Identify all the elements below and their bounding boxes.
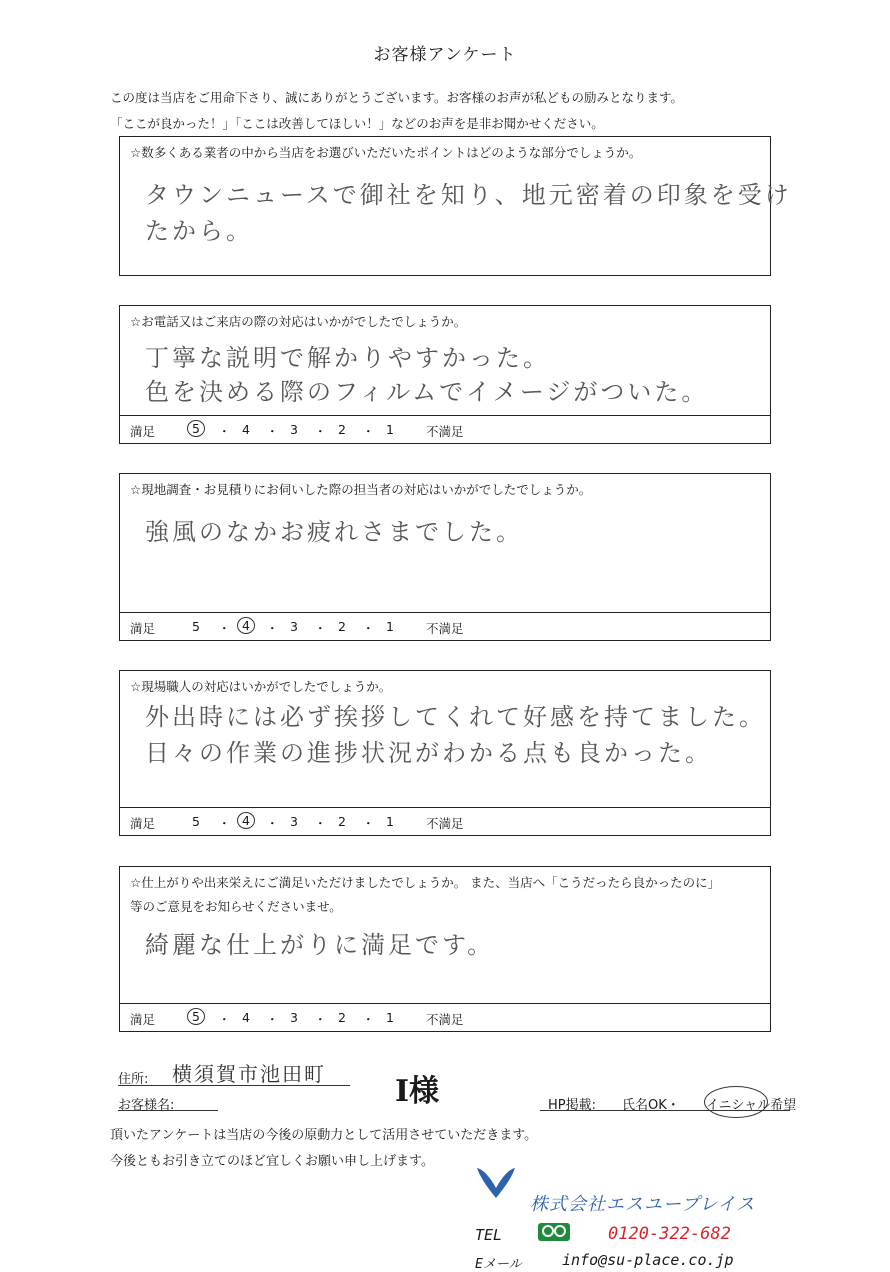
question-box-1 (119, 136, 792, 276)
rating-option-2: 2 (338, 422, 346, 437)
hp-initial-circle (704, 1086, 768, 1118)
rating-option-1: 1 (386, 814, 394, 829)
question-box-3 (119, 473, 771, 641)
rating-sep: ・ (314, 1012, 327, 1027)
rating-low-label: 不満足 (426, 621, 464, 636)
rating-sep: ・ (314, 621, 327, 636)
question-text-line2: 等のご意見をお知らせくださいませ。 (130, 899, 342, 914)
rating-sep: ・ (266, 424, 279, 439)
question-text: ☆数多くある業者の中から当店をお選びいただいたポイントはどのような部分でしょうか。 (130, 145, 642, 160)
rating-option-2: 2 (338, 814, 346, 829)
thanks-line-1: 頂いたアンケートは当店の今後の原動力として活用させていただきます。 (110, 1128, 538, 1143)
address-label: 住所: (118, 1072, 149, 1087)
rating-scale (120, 1003, 770, 1031)
hp-label: HP掲載: (548, 1098, 596, 1113)
handwritten-answer-line: タウンニュースで御社を知り、地元密着の印象を受け (145, 181, 792, 209)
customer-name-underline (118, 1110, 218, 1111)
question-text: ☆お電話又はご来店の際の対応はいかがでしたでしょうか。 (130, 314, 467, 329)
rating-option-3: 3 (290, 422, 298, 437)
intro-line-2: 「ここが良かった！」「ここは改善してほしい！」などのお声を是非お聞かせください。 (110, 116, 604, 131)
rating-option-5: 5 (187, 1008, 205, 1025)
hp-option-initial: イニシャル希望 (706, 1098, 797, 1113)
handwritten-answer-line: 綺麗な仕上がりに満足です。 (145, 931, 495, 959)
customer-name-label: お客様名: (118, 1098, 175, 1113)
freedial-icon (537, 1222, 571, 1246)
rating-option-4: 4 (242, 1010, 250, 1025)
question-box-2 (119, 305, 771, 444)
rating-option-3: 3 (290, 619, 298, 634)
rating-option-3: 3 (290, 1010, 298, 1025)
rating-option-2: 2 (338, 1010, 346, 1025)
rating-option-2: 2 (338, 619, 346, 634)
rating-option-3: 3 (290, 814, 298, 829)
rating-sep: ・ (314, 816, 327, 831)
rating-sep: ・ (362, 621, 375, 636)
rating-option-5: 5 (192, 619, 200, 634)
rating-scale (120, 807, 770, 835)
handwritten-answer-line: 色を決める際のフィルムでイメージがついた。 (145, 378, 709, 406)
rating-sep: ・ (362, 424, 375, 439)
question-text: ☆現地調査・お見積りにお伺いした際の担当者の対応はいかがでしたでしょうか。 (130, 482, 592, 497)
rating-high-label: 満足 (130, 816, 156, 831)
rating-option-1: 1 (386, 422, 394, 437)
address-underline (118, 1085, 350, 1086)
company-name: 株式会社エスユープレイス (530, 1194, 756, 1215)
email-address[interactable]: info@su-place.co.jp (562, 1251, 734, 1269)
handwritten-answer-line: 丁寧な説明で解かりやすかった。 (145, 344, 550, 372)
address-value: 横須賀市池田町 (172, 1062, 326, 1086)
rating-high-label: 満足 (130, 424, 156, 439)
page-title: お客様アンケート (373, 45, 517, 65)
intro-line-1: この度は当店をご用命下さり、誠にありがとうございます。お客様のお声が私どもの励みとなります。 (110, 90, 684, 105)
rating-sep: ・ (362, 816, 375, 831)
tel-label: TEL (475, 1226, 503, 1244)
question-box-4 (119, 670, 771, 836)
hp-underline (540, 1110, 790, 1111)
email-label: Eメール (475, 1257, 522, 1272)
question-box-5 (119, 866, 771, 1032)
rating-sep: ・ (218, 816, 231, 831)
rating-option-4: 4 (237, 812, 255, 829)
rating-sep: ・ (266, 816, 279, 831)
rating-sep: ・ (218, 1012, 231, 1027)
question-text: ☆現場職人の対応はいかがでしたでしょうか。 (130, 679, 392, 694)
rating-option-4: 4 (242, 422, 250, 437)
rating-scale (120, 415, 770, 443)
rating-high-label: 満足 (130, 621, 156, 636)
hp-option-name-ok: 氏名OK・ (622, 1098, 680, 1113)
handwritten-answer-line: 外出時には必ず挨拶してくれて好感を持てました。 (145, 703, 766, 731)
handwritten-answer-line: たから。 (145, 217, 253, 245)
handwritten-answer-line: 日々の作業の進捗状況がわかる点も良かった。 (145, 739, 712, 767)
rating-low-label: 不満足 (426, 816, 464, 831)
rating-option-5: 5 (192, 814, 200, 829)
rating-option-1: 1 (386, 1010, 394, 1025)
rating-low-label: 不満足 (426, 1012, 464, 1027)
rating-sep: ・ (362, 1012, 375, 1027)
thanks-line-2: 今後ともお引き立てのほど宜しくお願い申し上げます。 (110, 1154, 434, 1169)
company-logo-icon (475, 1166, 517, 1204)
customer-name: I様 (395, 1074, 440, 1109)
rating-option-1: 1 (386, 619, 394, 634)
rating-sep: ・ (266, 621, 279, 636)
rating-option-5: 5 (187, 420, 205, 437)
rating-sep: ・ (218, 424, 231, 439)
question-text: ☆仕上がりや出来栄えにご満足いただけましたでしょうか。 また、当店へ「こうだったら良かったのに」 (130, 875, 721, 890)
rating-sep: ・ (266, 1012, 279, 1027)
tel-number[interactable]: 0120-322-682 (608, 1224, 731, 1244)
rating-high-label: 満足 (130, 1012, 156, 1027)
rating-low-label: 不満足 (426, 424, 464, 439)
rating-scale (120, 612, 770, 640)
rating-sep: ・ (314, 424, 327, 439)
handwritten-answer-line: 強風のなかお疲れさまでした。 (145, 518, 523, 546)
rating-option-4: 4 (237, 617, 255, 634)
rating-sep: ・ (218, 621, 231, 636)
